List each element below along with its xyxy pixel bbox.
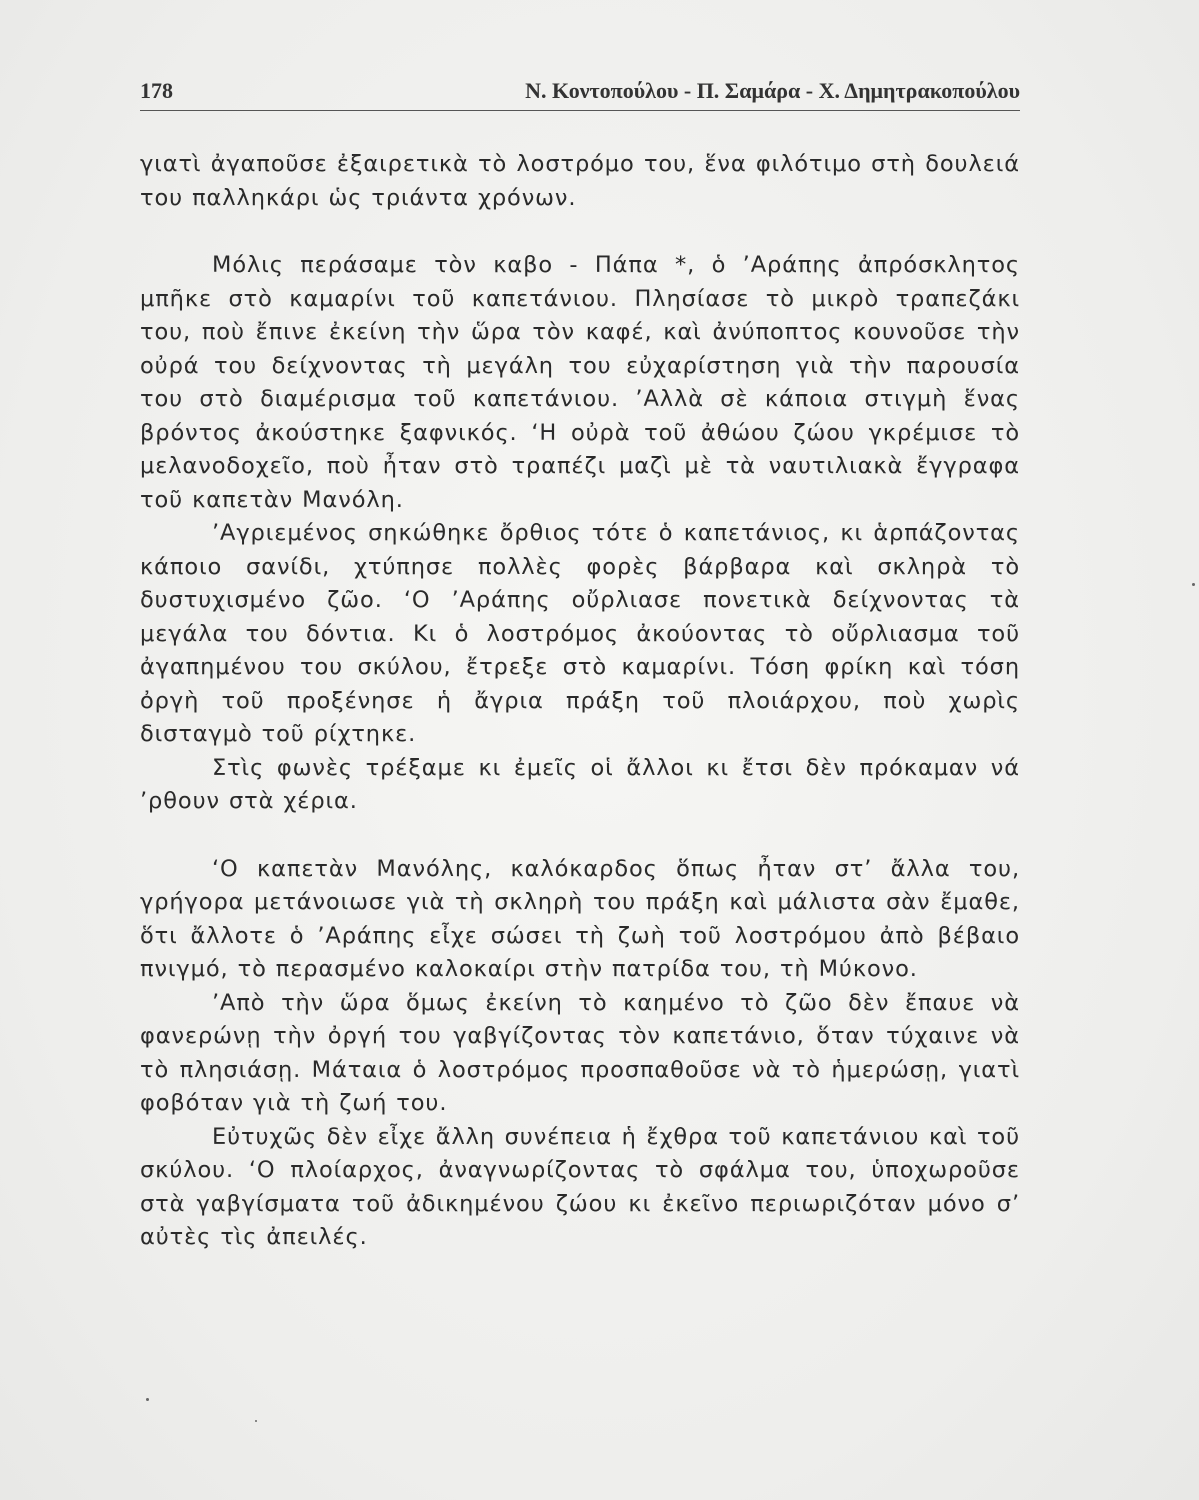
paragraph-1: γιατὶ ἀγαποῦσε ἐξαιρετικὰ τὸ λοστρόμο του, ἕνα φιλότιμο στὴ δουλειά του παλληκάρι ὡς τριάντα χρόνων. xyxy=(140,151,1020,211)
scan-speck xyxy=(255,1420,257,1422)
scan-speck xyxy=(146,1398,149,1401)
paragraph-5: ‘Ο καπετὰν Μανόλης, καλόκαρδος ὅπως ἦταν στ’ ἄλλα του, γρήγορα μετάνοιωσε γιὰ τὴ σκληρὴ του πράξη καὶ μάλιστα σὰν ἔμαθε, ὅτι ἄλλοτε ὁ ’Αράπης εἶχε σώσει τὴ ζωὴ τοῦ λοστρόμου ἀπὸ βέβαιο πνιγμό, τὸ περασμένο καλοκαίρι στὴν πατρίδα του, τὴ Μύκονο. xyxy=(140,855,1020,982)
scan-speck xyxy=(1192,583,1195,586)
paragraph-7: Εὐτυχῶς δὲν εἶχε ἄλλη συνέπεια ἡ ἔχθρα τοῦ καπετάνιου καὶ τοῦ σκύλου. ‘Ο πλοίαρχος, ἀναγνωρίζοντας τὸ σφάλμα του, ὑποχωροῦσε στὰ γαβγίσματα τοῦ ἀδικημένου ζώου κι ἐκεῖνο περιωριζόταν μόνο σ’ αὐτὲς τὶς ἀπειλές. xyxy=(140,1123,1020,1250)
page-number: 178 xyxy=(140,78,173,103)
paragraph-2: Μόλις περάσαμε τὸν καβο - Πάπα *, ὁ ’Αράπης ἀπρόσκλητος μπῆκε στὸ καμαρίνι τοῦ καπετάνιου. Πλησίασε τὸ μικρὸ τραπεζάκι του, ποὺ ἔπινε ἐκείνη τὴν ὥρα τὸν καφέ, καὶ ἀνύποπτος κουνοῦσε τὴν οὐρά του δείχνοντας τὴ μεγάλη του εὐχαρίστηση γιὰ τὴν παρουσία του στὸ διαμέρισμα τοῦ καπετάνιου. ’Αλλὰ σὲ κάποια στιγμὴ ἕνας βρόντος ἀκούστηκε ξαφνικός. ‘Η οὐρὰ τοῦ ἀθώου ζώου γκρέμισε τὸ μελανοδοχεῖο, ποὺ ἦταν στὸ τραπέζι μαζὶ μὲ τὰ ναυτιλιακὰ ἔγγραφα τοῦ καπετὰν Μανόλη. xyxy=(140,252,1020,513)
paragraph-3: ’Αγριεμένος σηκώθηκε ὄρθιος τότε ὁ καπετάνιος, κι ἁρπάζοντας κάποιο σανίδι, χτύπησε πολλὲς φορὲς βάρβαρα καὶ σκληρὰ τὸ δυστυχισμένο ζῶο. ‘Ο ’Αράπης οὔρλιασε πονετικὰ δείχνοντας τὰ μεγάλα του δόντια. Κι ὁ λοστρόμος ἀκούοντας τὸ οὔρλιασμα τοῦ ἀγαπημένου του σκύλου, ἔτρεξε στὸ καμαρίνι. Τόση φρίκη καὶ τόση ὀργὴ τοῦ προξένησε ἡ ἄγρια πράξη τοῦ πλοιάρχου, ποὺ χωρὶς δισταγμὸ τοῦ ρίχτηκε. xyxy=(140,520,1020,747)
header-rule xyxy=(140,110,1020,111)
body-text xyxy=(140,148,1020,1255)
paragraph-6: ’Απὸ τὴν ὥρα ὅμως ἐκείνη τὸ καημένο τὸ ζῶο δὲν ἔπαυε νὰ φανερώνῃ τὴν ὀργή του γαβγίζοντας τὸν καπετάνιο, ὅταν τύχαινε νὰ τὸ πλησιάσῃ. Μάταια ὁ λοστρόμος προσπαθοῦσε νὰ τὸ ἡμερώσῃ, γιατὶ φοβόταν γιὰ τὴ ζωή του. xyxy=(140,989,1020,1116)
paragraph-4: Στὶς φωνὲς τρέξαμε κι ἐμεῖς οἱ ἄλλοι κι ἔτσι δὲν πρόκαμαν νά ’ρθουν στὰ χέρια. xyxy=(140,754,1020,814)
running-head: Ν. Κοντοπούλου - Π. Σαμάρα - Χ. Δημητρακοπούλου xyxy=(525,78,1020,103)
page-header xyxy=(140,78,1020,108)
